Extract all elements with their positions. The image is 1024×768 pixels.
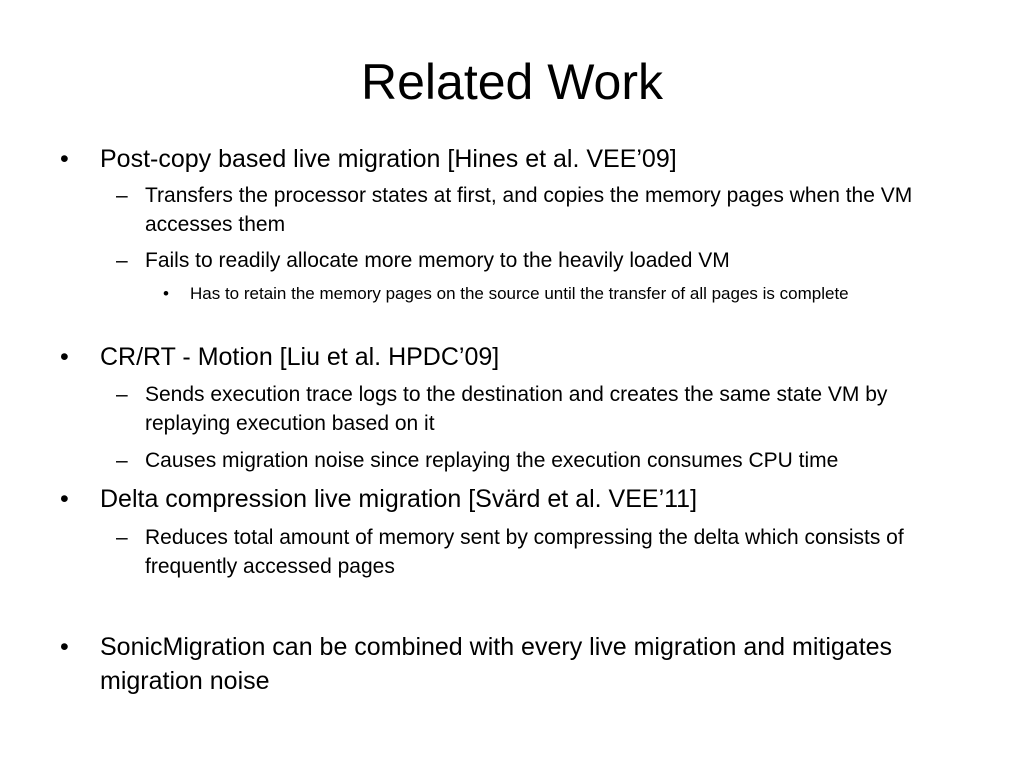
list-item: Post-copy based live migration [Hines et al. VEE’09] [100, 145, 677, 173]
bullet-marker: • [60, 633, 69, 661]
list-item: Transfers the processor states at first, and copies the memory pages when the VM accesses them [145, 184, 913, 236]
bullet-marker: • [163, 284, 169, 303]
list-item: Fails to readily allocate more memory to the heavily loaded VM [145, 249, 730, 272]
bullet-marker: • [60, 485, 69, 513]
list-item: Sends execution trace logs to the destination and creates the same state VM by replaying execution based on it [145, 383, 888, 435]
dash-marker: – [116, 184, 128, 207]
list-item: Delta compression live migration [Svärd et al. VEE’11] [100, 485, 698, 513]
list-item: Has to retain the memory pages on the source until the transfer of all pages is complete [190, 284, 849, 303]
bullet-marker: • [60, 343, 69, 371]
list-item: Reduces total amount of memory sent by compressing the delta which consists of frequently accessed pages [145, 526, 904, 578]
dash-marker: – [116, 449, 128, 472]
dash-marker: – [116, 383, 128, 406]
bullet-marker: • [60, 145, 69, 173]
list-item: Causes migration noise since replaying the execution consumes CPU time [145, 449, 839, 472]
list-item: SonicMigration can be combined with every live migration and mitigates migration noise [100, 633, 893, 695]
dash-marker: – [116, 526, 128, 549]
dash-marker: – [116, 249, 128, 272]
slide-title: Related Work [361, 54, 663, 110]
list-item: CR/RT - Motion [Liu et al. HPDC’09] [100, 343, 500, 371]
